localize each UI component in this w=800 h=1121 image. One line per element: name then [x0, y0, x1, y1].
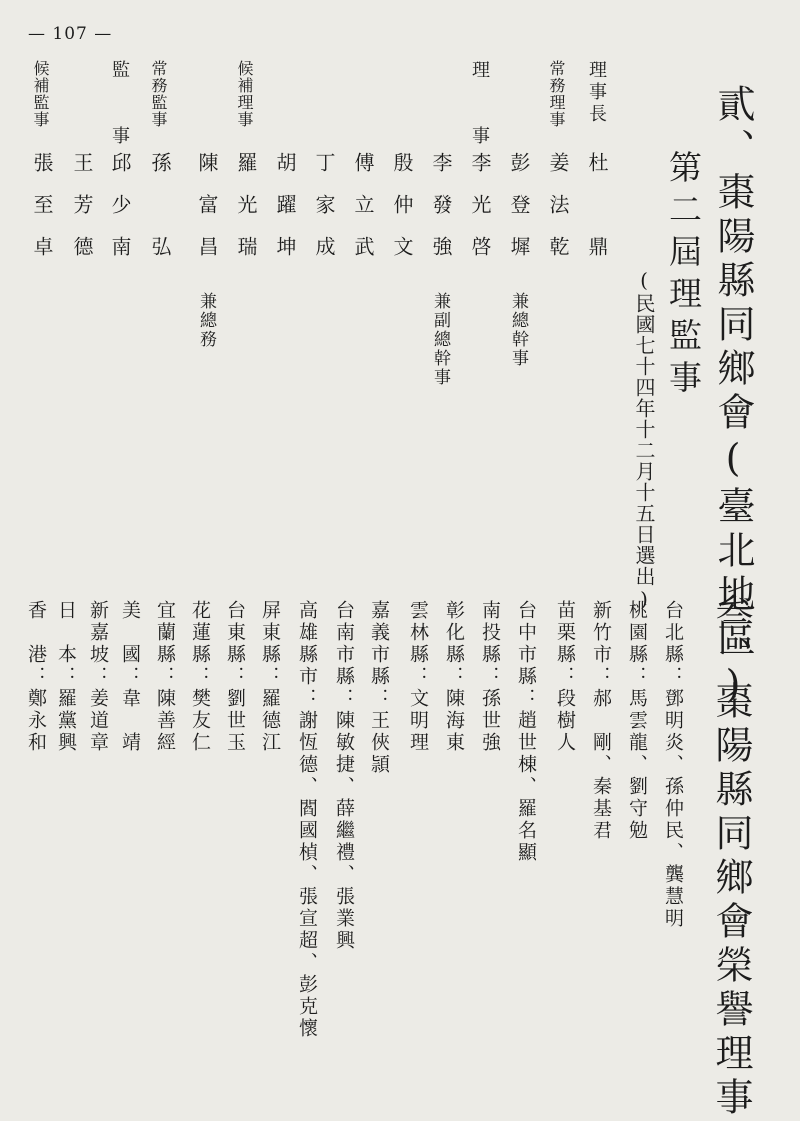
officer-name: 孫 弘: [148, 152, 172, 278]
officer-name: 邱少南: [108, 152, 132, 278]
honorary-entry: 美 國：韋 靖: [119, 600, 141, 754]
roster-column: [275, 60, 299, 460]
honorary-entry: 花蓮縣：樊友仁: [189, 600, 211, 754]
officer-name: 姜法乾: [546, 152, 570, 278]
roster-column: [72, 60, 96, 460]
roster-column: [470, 60, 494, 460]
honorary-entry: 日 本：羅黨興: [55, 600, 77, 754]
honorary-entry: 新嘉坡：姜道章: [87, 600, 109, 754]
roster-column: [314, 60, 338, 460]
honorary-entry: 宜蘭縣：陳善經: [154, 600, 176, 754]
officer-role: 候補監事: [31, 60, 50, 128]
officer-note: 兼副總幹事: [430, 292, 450, 387]
officer-name: 羅光瑞: [234, 152, 258, 278]
officer-role: 常務理事: [547, 60, 566, 128]
officer-note: 兼總務: [196, 292, 216, 349]
honorary-entry: 台東縣：劉世玉: [224, 600, 246, 754]
honorary-entry: 南投縣：孫世強: [479, 600, 501, 754]
officer-name: 王芳德: [70, 152, 94, 278]
officer-role: 候補理事: [235, 60, 254, 128]
officer-role: 常務監事: [149, 60, 168, 128]
officer-name: 張至卓: [30, 152, 54, 278]
roster-column: [197, 60, 221, 460]
officer-name: 胡躍坤: [273, 152, 297, 278]
officer-name: 彭登墀: [507, 152, 531, 278]
section2-heading: 貳、棗陽縣同鄉會(臺北地區): [711, 84, 755, 712]
officer-role: 理事長: [586, 60, 607, 126]
honorary-entry: 嘉義市縣：王俠頴: [368, 600, 390, 776]
honorary-entry: 新竹市：郝 剛、秦基君: [590, 600, 612, 842]
honorary-entry: 屏東縣：羅德江: [259, 600, 281, 754]
honorary-entry: 彰化縣：陳海東: [443, 600, 465, 754]
officer-name: 陳富昌: [195, 152, 219, 278]
officer-name: 杜 鼎: [585, 152, 609, 278]
section2-subheading: 第二屆理監事: [664, 150, 703, 402]
officer-name: 丁家成: [312, 152, 336, 278]
section2-date: (民國七十四年十二月十五日選出): [632, 268, 656, 612]
honorary-entry: 台北縣：鄧明炎、孫仲民、龔慧明: [662, 600, 684, 930]
section3-heading: 叁、棗陽縣同鄉會榮譽理事: [709, 593, 753, 1121]
officer-name: 李發強: [429, 152, 453, 278]
officer-name: 殷仲文: [390, 152, 414, 278]
officer-note: 兼總幹事: [508, 292, 528, 368]
page-number: — 107 —: [28, 24, 113, 44]
honorary-entry: 苗栗縣：段樹人: [554, 600, 576, 754]
roster-column: [236, 60, 260, 460]
honorary-entry: 香 港：鄭永和: [25, 600, 47, 754]
roster-column: [431, 60, 455, 460]
roster-column: [587, 60, 611, 460]
roster-column: [150, 60, 174, 460]
roster-column: [110, 60, 134, 460]
roster-column: [548, 60, 572, 460]
honorary-entry: 台南市縣：陳敏捷、薛繼禮、張業興: [333, 600, 355, 952]
officer-name: 傅立武: [351, 152, 375, 278]
officer-role: 理 事: [469, 60, 490, 148]
roster-column: [509, 60, 533, 460]
roster-column: [32, 60, 56, 460]
honorary-entry: 雲林縣：文明理: [407, 600, 429, 754]
officer-role: 監 事: [109, 60, 130, 148]
honorary-entry: 台中市縣：趙世棟、羅名顯: [515, 600, 537, 864]
officer-name: 李光啓: [468, 152, 492, 278]
roster-column: [392, 60, 416, 460]
honorary-entry: 高雄縣市：謝恆德、閻國楨、張宣超、彭克懷: [296, 600, 318, 1040]
honorary-entry: 桃園縣：馬雲龍、劉守勉: [626, 600, 648, 842]
roster-column: [353, 60, 377, 460]
